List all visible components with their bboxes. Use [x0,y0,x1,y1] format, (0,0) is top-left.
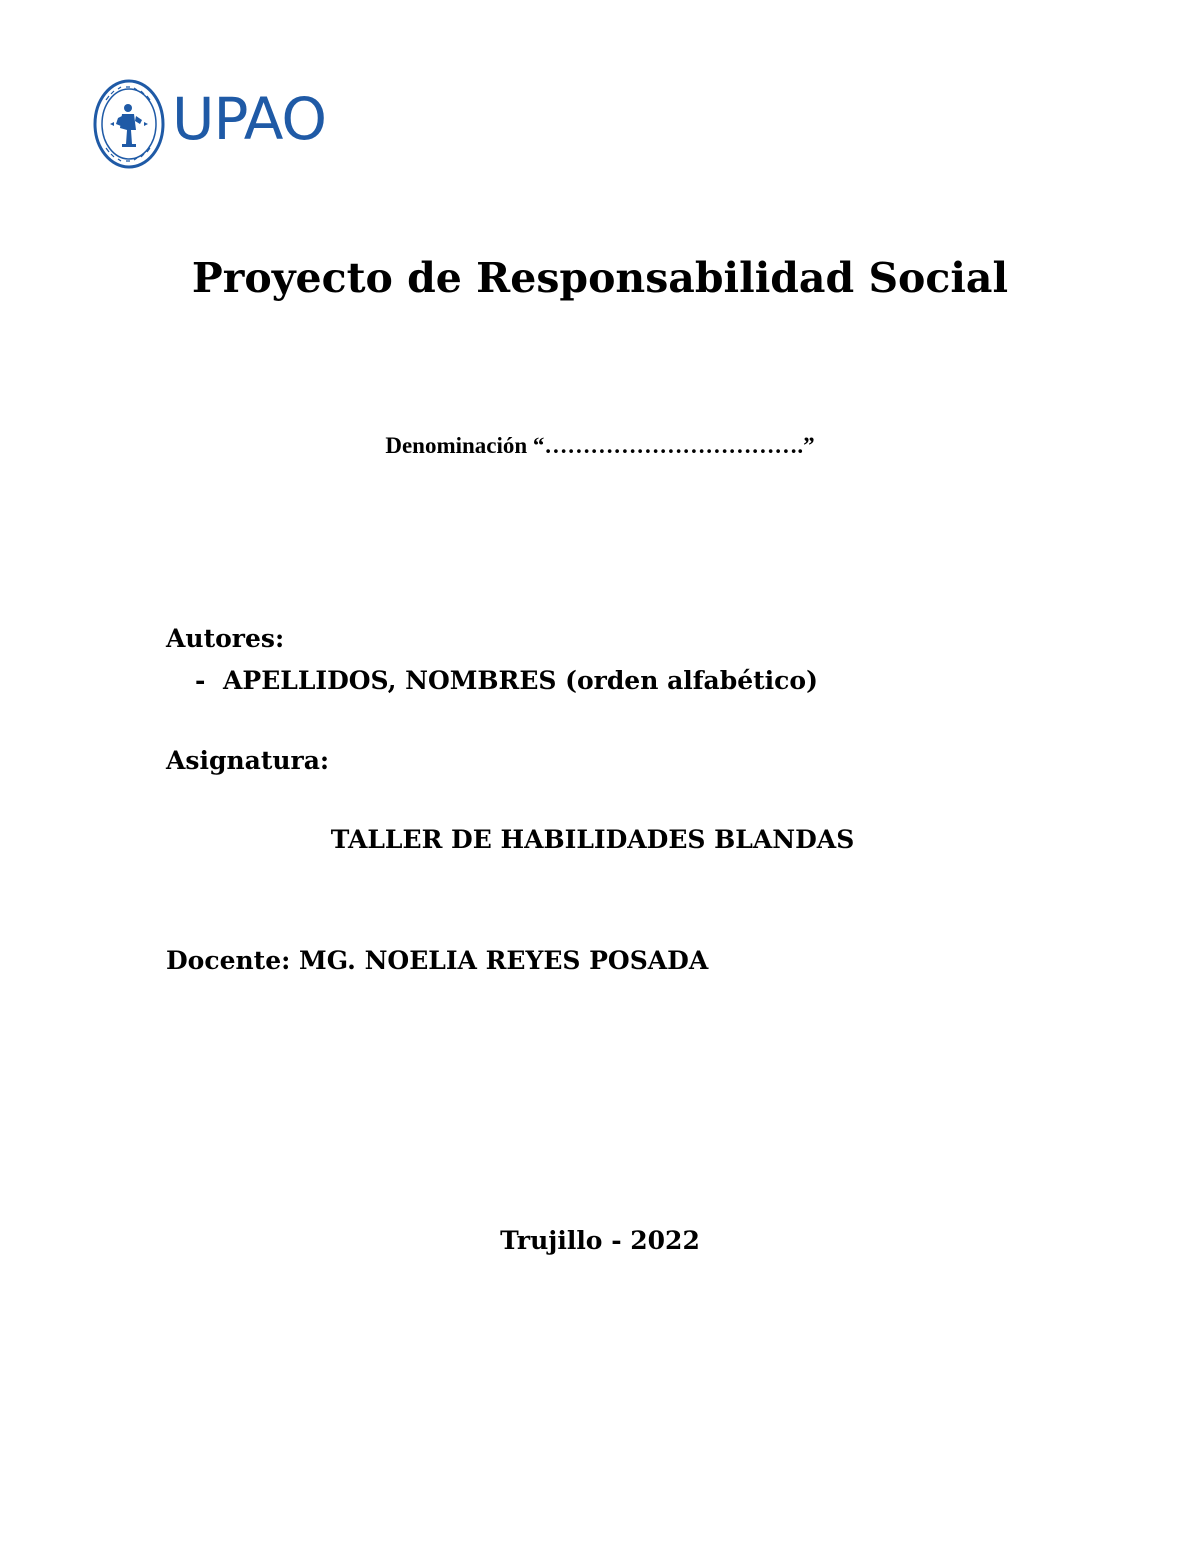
brand-name: UPAO [172,85,327,153]
denomination-line: Denominación “…………………………….” [385,433,815,458]
author-bullet: - [195,666,206,695]
place-year: Trujillo - 2022 [500,1226,700,1255]
authors-label: Autores: [166,624,285,653]
university-seal-icon [92,78,166,170]
document-title: Proyecto de Responsabilidad Social [191,254,1009,302]
subject-label: Asignatura: [166,746,330,775]
upao-logo [92,78,332,170]
author-entry: APELLIDOS, NOMBRES (orden alfabético) [223,666,818,695]
teacher-line: Docente: MG. NOELIA REYES POSADA [166,946,709,975]
subject-value: TALLER DE HABILIDADES BLANDAS [330,825,855,854]
author-list-item [195,666,818,695]
